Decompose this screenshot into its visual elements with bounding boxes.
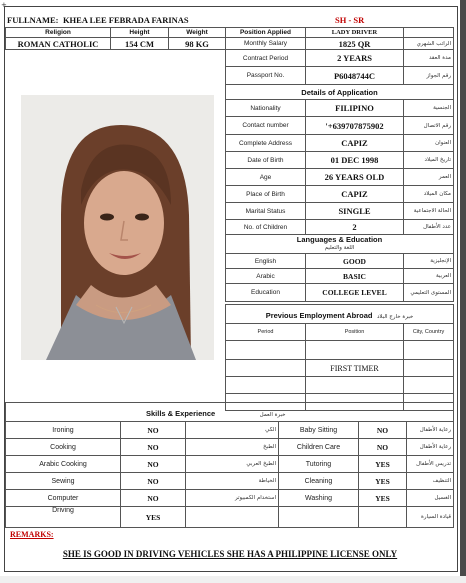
employment-cell: [226, 377, 306, 394]
cooking-value: NO: [121, 439, 186, 456]
dob-label: Date of Birth: [226, 152, 306, 169]
age-ar: العمر: [404, 169, 454, 186]
pob-value: CAPIZ: [306, 186, 404, 203]
washing-ar: الغسيل: [407, 490, 454, 507]
driving-ar: قيادة السيارة: [407, 507, 454, 528]
passport-label: Passport No.: [226, 67, 306, 85]
corner-marker-icon: +: [1, 1, 7, 9]
languages-title-cell: [226, 235, 454, 254]
religion-header: Religion: [6, 28, 111, 38]
computer-ar: استخدام الكمبيوتر: [186, 490, 279, 507]
fullname-value: KHEA LEE FEBRADA FARINAS: [62, 15, 189, 25]
position-header: Position Applied: [226, 28, 306, 38]
dob-value: 01 DEC 1998: [306, 152, 404, 169]
employment-cell: [306, 341, 404, 360]
passport-ar: رقم الجواز: [404, 67, 454, 85]
passport-value: P6048744C: [306, 67, 404, 85]
age-value: 26 YEARS OLD: [306, 169, 404, 186]
baby-sitting-ar: رعاية الأطفال: [407, 422, 454, 439]
arabic-cooking-value: NO: [121, 456, 186, 473]
washing-label: Washing: [279, 490, 359, 507]
blank-cell: [404, 28, 454, 38]
salary-value: 1825 QR: [306, 38, 404, 50]
arabic-value: BASIC: [306, 269, 404, 284]
contract-value: 2 YEARS: [306, 50, 404, 67]
sewing-ar: الخياطة: [186, 473, 279, 490]
nationality-value: FILIPINO: [306, 100, 404, 117]
arabic-label: Arabic: [226, 269, 306, 284]
position-col-header: Position: [306, 324, 404, 341]
children-label: No. of Children: [226, 220, 306, 235]
cleaning-ar: التنظيف: [407, 473, 454, 490]
details-title: Details of Application: [226, 85, 454, 100]
salary-label: Monthly Salary: [226, 38, 306, 50]
status-strip: [0, 576, 466, 583]
arabic-cooking-ar: الطبخ العربي: [186, 456, 279, 473]
window-edge: [460, 0, 466, 583]
contact-label: Contact number: [226, 117, 306, 135]
height-value: 154 CM: [111, 38, 169, 50]
period-header: Period: [226, 324, 306, 341]
cooking-ar: الطبخ: [186, 439, 279, 456]
application-table: [225, 27, 454, 302]
city-country-header: City, Country: [404, 324, 454, 341]
tutoring-value: YES: [359, 456, 407, 473]
employment-cell: [306, 377, 404, 394]
ironing-label: Ironing: [6, 422, 121, 439]
children-care-label: Children Care: [279, 439, 359, 456]
dob-ar: تاريخ الميلاد: [404, 152, 454, 169]
address-value: CAPIZ: [306, 135, 404, 152]
ironing-ar: الكي: [186, 422, 279, 439]
cleaning-value: YES: [359, 473, 407, 490]
children-ar: عدد الأطفال: [404, 220, 454, 235]
education-ar: المستوى التعليمي: [404, 284, 454, 302]
blank-skill-cell: [279, 507, 359, 528]
contact-ar: رقم الاتصال: [404, 117, 454, 135]
computer-label: Computer: [6, 490, 121, 507]
driving-label: Driving: [6, 507, 121, 528]
height-header: Height: [111, 28, 169, 38]
languages-title: Languages & Education: [296, 235, 383, 244]
contract-label: Contract Period: [226, 50, 306, 67]
computer-value: NO: [121, 490, 186, 507]
religion-value: ROMAN CATHOLIC: [6, 38, 111, 50]
remarks-text: SHE IS GOOD IN DRIVING VEHICLES SHE HAS A PHILIPPINE LICENSE ONLY: [62, 549, 398, 559]
blank-skill-cell: [359, 507, 407, 528]
employment-cell: [226, 360, 306, 377]
age-label: Age: [226, 169, 306, 186]
cooking-label: Cooking: [6, 439, 121, 456]
salary-ar: الراتب الشهري: [404, 38, 454, 50]
employment-cell: [226, 341, 306, 360]
driving-ar-cell: [186, 507, 279, 528]
employment-title-ar: خبرة خارج البلاد: [376, 314, 414, 320]
employment-table: [225, 304, 454, 411]
cleaning-label: Cleaning: [279, 473, 359, 490]
physical-table: [5, 27, 226, 50]
applicant-code: SH - SR: [335, 15, 365, 25]
children-value: 2: [306, 220, 404, 235]
marital-value: SINGLE: [306, 203, 404, 220]
pob-label: Place of Birth: [226, 186, 306, 203]
skills-table: [5, 402, 454, 528]
nationality-ar: الجنسية: [404, 100, 454, 117]
driving-value: YES: [121, 507, 186, 528]
employment-title: Previous Employment Abroad: [265, 311, 373, 320]
skills-title-ar: خبرة العمل: [259, 412, 286, 418]
contact-value: '+639707875902: [306, 117, 404, 135]
weight-value: 98 KG: [169, 38, 226, 50]
english-value: GOOD: [306, 254, 404, 269]
nationality-label: Nationality: [226, 100, 306, 117]
ironing-value: NO: [121, 422, 186, 439]
fullname-cell: [5, 10, 230, 28]
pob-ar: مكان الميلاد: [404, 186, 454, 203]
education-label: Education: [226, 284, 306, 302]
remarks-label: REMARKS:: [10, 530, 54, 539]
english-ar: الإنجليزية: [404, 254, 454, 269]
tutoring-ar: تدريس الأطفال: [407, 456, 454, 473]
marital-label: Marital Status: [226, 203, 306, 220]
skills-title: Skills & Experience: [146, 409, 216, 418]
position-value: LADY DRIVER: [306, 28, 404, 38]
fullname-label: FULLNAME:: [7, 15, 59, 25]
sewing-value: NO: [121, 473, 186, 490]
address-label: Complete Address: [226, 135, 306, 152]
baby-sitting-value: NO: [359, 422, 407, 439]
address-ar: العنوان: [404, 135, 454, 152]
header-table: [5, 10, 453, 28]
employment-cell: [404, 377, 454, 394]
english-label: English: [226, 254, 306, 269]
marital-ar: الحالة الاجتماعية: [404, 203, 454, 220]
baby-sitting-label: Baby Sitting: [279, 422, 359, 439]
washing-value: YES: [359, 490, 407, 507]
children-care-value: NO: [359, 439, 407, 456]
arabic-ar: العربية: [404, 269, 454, 284]
contract-ar: مدة العقد: [404, 50, 454, 67]
weight-header: Weight: [169, 28, 226, 38]
sewing-label: Sewing: [6, 473, 121, 490]
tutoring-label: Tutoring: [279, 456, 359, 473]
applicant-photo: [21, 95, 214, 360]
first-timer-value: FIRST TIMER: [306, 360, 404, 377]
arabic-cooking-label: Arabic Cooking: [6, 456, 121, 473]
skills-title-cell: [6, 403, 454, 422]
employment-cell: [404, 341, 454, 360]
children-care-ar: رعاية الأطفال: [407, 439, 454, 456]
employment-title-cell: [226, 305, 454, 324]
languages-title-ar: اللغة والتعليم: [324, 245, 355, 251]
code-cell: [230, 10, 453, 28]
employment-cell: [404, 360, 454, 377]
education-value: COLLEGE LEVEL: [306, 284, 404, 302]
